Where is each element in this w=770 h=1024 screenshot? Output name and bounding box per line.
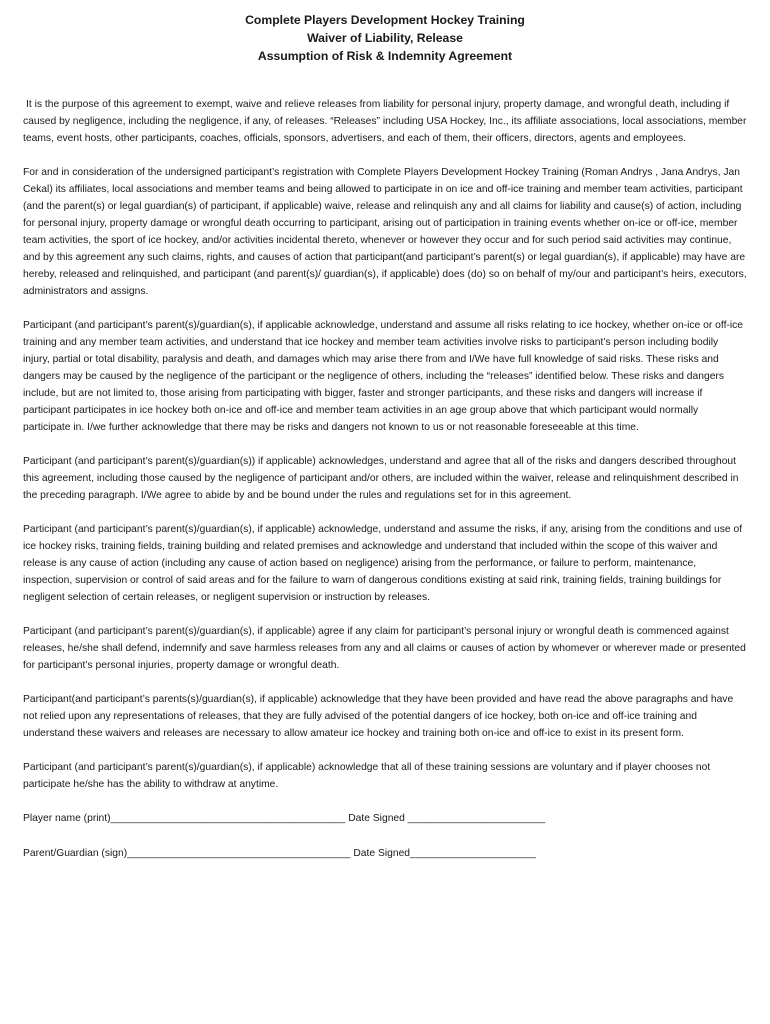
document-subtitle-waiver: Waiver of Liability, Release — [307, 31, 463, 45]
document-header — [0, 11, 770, 65]
parent-signature-line[interactable] — [23, 845, 747, 862]
paragraph-risks: Participant (and participant’s parent(s)/guardian(s), if applicable acknowledge, understand and assume all risks relating to ice hockey, whether on-ice or off-ice training and any member team activities, and understand that ice hockey and member team activities involve risks to participant’s person including bodily injury, partial or total disability, paralysis and death, and damages which may arise there from and I/We have full knowledge of said risks. These risks and dangers may be caused by the negligence of the participant or the negligence of others, including the “releases” identified below. These risks and dangers include, but are not limited to, those arising from participating with bigger, faster and stronger participants, and these risks and dangers will increase if participant participates in ice hockey both on-ice and off-ice and member team activities in an age group above that which participant would normally participate in. I/we further acknowledge that there may be risks and dangers not known to us or not reasonable foreseeable at this time. — [23, 320, 744, 433]
document-subtitle-risk: Assumption of Risk & Indemnity Agreement — [257, 49, 513, 63]
document-title: Complete Players Development Hockey Training — [245, 13, 525, 27]
paragraph-purpose: It is the purpose of this agreement to exempt, waive and relieve releases from liability for personal injury, property damage, and wrongful death, including if caused by negligence, including the negligence, if any, of releases. “Releases” including USA Hockey, Inc., its affiliate associations, local associations, member teams, event hosts, other participants, coaches, officials, sponsors, advertisers, and each of them, their officers, directors, agents and employees. — [23, 99, 747, 144]
player-signature-text: Player name (print)_________________________________________ Date Signed ________________________ — [23, 813, 546, 824]
player-signature-line[interactable] — [23, 810, 747, 827]
document-body — [23, 96, 747, 862]
paragraph-consideration: For and in consideration of the undersigned participant’s registration with Complete Players Development Hockey Training (Roman Andrys , Jana Andrys, Jan Cekal) its affiliates, local associations and member teams and being allowed to participate in on ice and off-ice training and member team activities, participant (and the parent(s) or legal guardian(s) of participant, if applicable) waive, release and relinquish any and all claims for liability and cause(s) of action, including for personal injury, property damage or wrongful death occurring to participant, arising out of participation in training events whether on-ice or off-ice, member team activities, the sport of ice hockey, and/or activities incidental thereto, whenever or however they occur and for such period said activities may continue, and by this agreement any such claims, rights, and causes of action that participant(and participant’s parent(s) or legal guardian(s), if applicable) may have are hereby, released and relinquished, and participant (and parent(s)/ guardian(s), if applicable) does (do) so on behalf of my/our and participant’s heirs, executors, administrators and assigns. — [23, 167, 747, 297]
paragraph-acknowledgement: Participant(and participant’s parents(s)/guardian(s), if applicable) acknowledge that they have been provided and have read the above paragraphs and have not relied upon any representations of releases, that they are fully advised of the potential dangers of ice hockey, both on-ice and off-ice training and understand these waivers and releases are necessary to allow amateur ice hockey and training both on-ice and off-ice to exist in its present form. — [23, 694, 734, 739]
parent-signature-text: Parent/Guardian (sign)_______________________________________ Date Signed______________________ — [23, 848, 537, 859]
paragraph-waiver-scope: Participant (and participant’s parent(s)/guardian(s)) if applicable) acknowledges, understand and agree that all of the risks and dangers described throughout this agreement, including those caused by the negligence of participant and/or others, are included within the waiver, release and relinquishment described in the preceding paragraph. I/We agree to abide by and be bound under the rules and regulations set for in this agreement. — [23, 456, 739, 501]
paragraph-indemnity: Participant (and participant’s parent(s)/guardian(s), if applicable) agree if any claim for participant’s personal injury or wrongful death is commenced against releases, he/she shall defend, indemnify and save harmless releases from any and all claims or causes of action by whomever or wherever made or presented for participant’s personal injuries, property damage or wrongful death. — [23, 626, 746, 671]
paragraph-voluntary: Participant (and participant’s parent(s)/guardian(s), if applicable) acknowledge that all of these training sessions are voluntary and if player chooses not participate he/she has the ability to withdraw at anytime. — [23, 762, 711, 790]
paragraph-premises: Participant (and participant’s parent(s)/guardian(s), if applicable) acknowledge, understand and assume the risks, if any, arising from the conditions and use of ice hockey risks, training fields, training building and related premises and acknowledge and understand that included within the scope of this waiver and release is any cause of action (including any cause of action based on negligence) arising from the performance, or failure to perform, maintenance, inspection, supervision or control of said areas and for the failure to warn of dangerous conditions existing at said rink, training fields, training buildings for negligent selection of certain releases, or negligent supervision or instruction by releases. — [23, 524, 743, 603]
